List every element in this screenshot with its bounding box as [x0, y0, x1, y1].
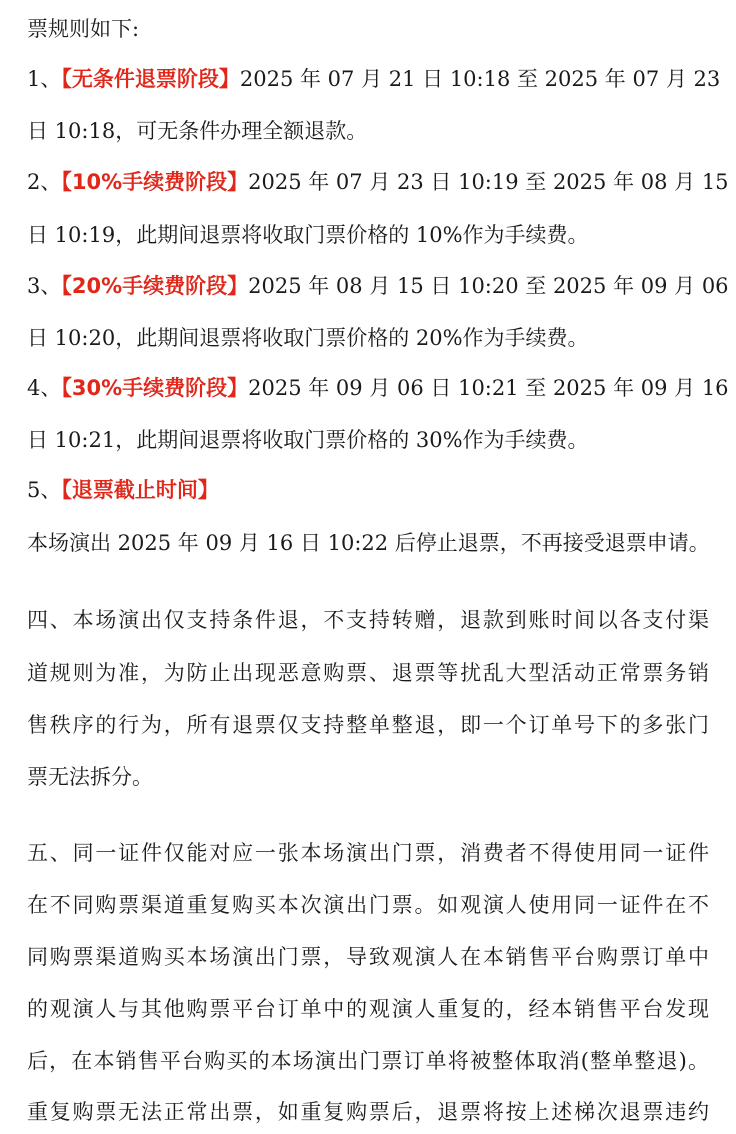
section4-line-4: 票无法拆分。 — [27, 765, 153, 789]
section5-line-4: 的观演人与其他购票平台订单中的观演人重复的，经本销售平台发现 — [27, 997, 709, 1021]
rule-text: 2025 年 07 月 21 日 10:18 至 2025 年 07 月 23 — [239, 67, 721, 91]
section4-line-2: 道规则为准，为防止出现恶意购票、退票等扰乱大型活动正常票务销 — [27, 661, 709, 685]
section5-line-3: 同购票渠道购买本场演出门票，导致观演人在本销售平台购票订单中 — [27, 945, 709, 969]
rule-text: 2025 年 09 月 06 日 10:21 至 2025 年 09 月 16 — [248, 376, 729, 400]
intro-line: 票规则如下: — [27, 17, 140, 41]
rule-tag: 【退票截止时间】 — [61, 478, 219, 502]
rule-item-3-line2: 日 10:20，此期间退票将收取门票价格的 20%作为手续费。 — [27, 326, 589, 350]
rule-tag: 【无条件退票阶段】 — [61, 67, 240, 91]
section4-line-3: 售秩序的行为，所有退票仅支持整单整退，即一个订单号下的多张门 — [27, 713, 709, 737]
rule-item-5-line2: 本场演出 2025 年 09 月 16 日 10:22 后停止退票，不再接受退票申请。 — [27, 531, 710, 555]
rule-number: 1、 — [27, 67, 62, 91]
rule-text: 2025 年 07 月 23 日 10:19 至 2025 年 08 月 15 — [248, 170, 729, 194]
rule-item-2-line1 — [27, 167, 729, 197]
section5-line-5: 后，在本销售平台购买的本场演出门票订单将被整体取消(整单整退)。 — [27, 1049, 709, 1073]
rule-text: 2025 年 08 月 15 日 10:20 至 2025 年 09 月 06 — [248, 274, 729, 298]
rule-tag: 【20%手续费阶段】 — [61, 274, 249, 298]
rule-item-5-line1 — [27, 475, 219, 505]
section4-line-1: 四、本场演出仅支持条件退，不支持转赠，退款到账时间以各支付渠 — [27, 608, 709, 632]
rule-item-1-line2: 日 10:18，可无条件办理全额退款。 — [27, 119, 368, 143]
rule-tag: 【30%手续费阶段】 — [61, 376, 249, 400]
rule-number: 2、 — [27, 170, 62, 194]
rule-number: 3、 — [27, 274, 62, 298]
rule-number: 4、 — [27, 376, 62, 400]
rule-number: 5、 — [27, 478, 62, 502]
rule-tag: 【10%手续费阶段】 — [61, 170, 249, 194]
section5-line-6: 重复购票无法正常出票，如重复购票后，退票将按上述梯次退票违约 — [27, 1100, 709, 1124]
section5-line-2: 在不同购票渠道重复购买本次演出门票。如观演人使用同一证件在不 — [27, 893, 709, 917]
rule-item-4-line1 — [27, 373, 729, 403]
rule-item-3-line1 — [27, 271, 729, 301]
rule-item-2-line2: 日 10:19，此期间退票将收取门票价格的 10%作为手续费。 — [27, 223, 589, 247]
rule-item-4-line2: 日 10:21，此期间退票将收取门票价格的 30%作为手续费。 — [27, 428, 589, 452]
section5-line-1: 五、同一证件仅能对应一张本场演出门票，消费者不得使用同一证件 — [27, 841, 709, 865]
rule-item-1-line1 — [27, 64, 721, 94]
